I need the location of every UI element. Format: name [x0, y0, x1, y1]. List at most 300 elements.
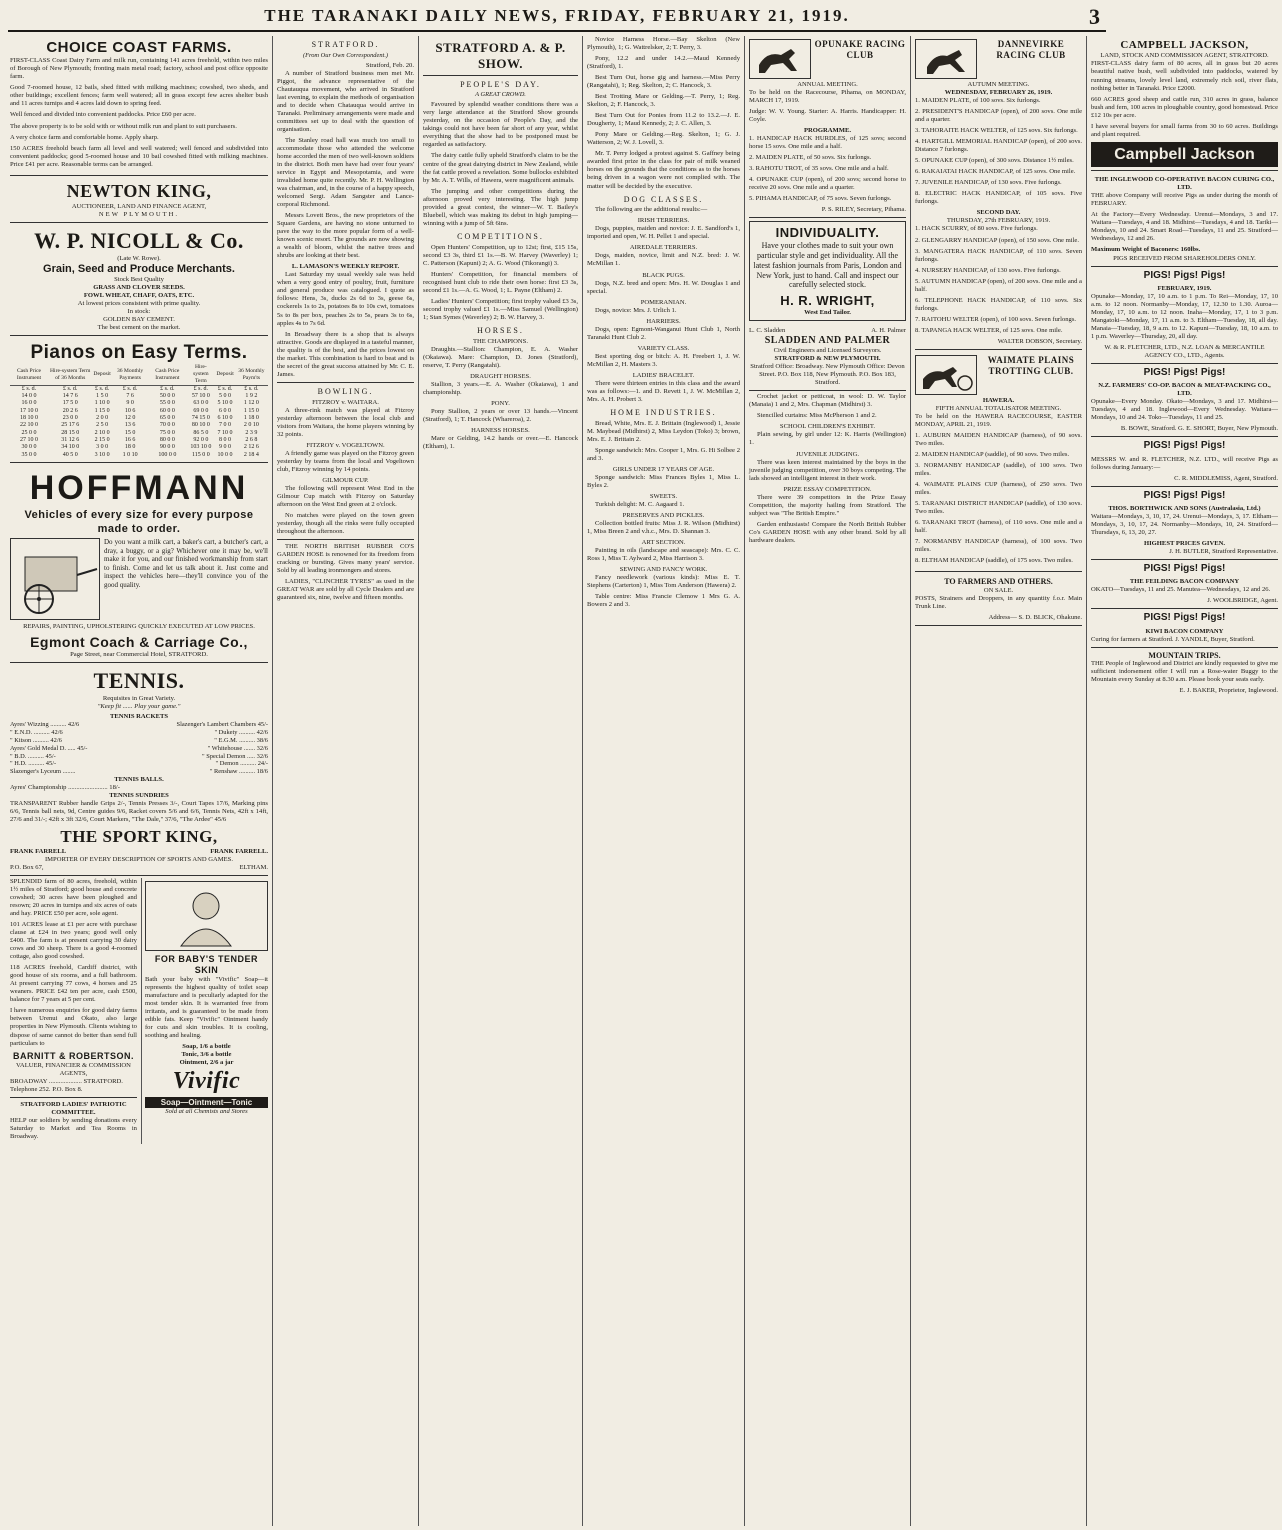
piano-cell: 92 0 0 [193, 436, 209, 443]
piano-cell: 28 15 0 [61, 429, 80, 436]
list-item: 1. MAIDEN PLATE, of 100 sovs. Six furlongs. [915, 97, 1041, 105]
list-item [10, 729, 268, 737]
harness-head: HARNESS HORSES. [471, 426, 530, 434]
newton-king-name: NEWTON KING, [66, 180, 212, 201]
piano-cell: 60 0 0 [159, 407, 175, 414]
nicoll-trade: Grain, Seed and Produce Merchants. [43, 262, 235, 275]
middlemiss: C. R. MIDDLEMISS, Agent, Stratford. [1174, 474, 1278, 482]
col3-p4: Open Hunters' Competition, up to 12st; first, £15 15s, second £3 3s, third £1 1s.—B. W. Harvey (Waverley) 1; C. Patterson (Kapuni) 2; A. G. Wood (Tikorangi) 3. [423, 243, 578, 267]
waimate-ad [915, 352, 1082, 573]
table-row [10, 452, 268, 459]
sport-king-left: FRANK FARRELL [10, 847, 67, 855]
choice-coast-p4: The above property is to be sold with or without milk run and plant to suit purchasers. [10, 122, 237, 130]
campbell-name: CAMPBELL JACKSON, [1120, 39, 1249, 51]
piano-cell: 1 10 0 [94, 400, 110, 407]
tennis-ayres: Ayres' Championship ........................ 18/- [10, 783, 120, 791]
piano-cell: 25 17 6 [61, 422, 80, 429]
sport-king-name: THE SPORT KING, [60, 827, 218, 847]
pigs-banner-6: PIGS! Pigs! Pigs! [1143, 612, 1226, 624]
col2-p9: No matches were played on the town green yesterday, though all the rinks were fully occupied throughout the afternoon. [277, 511, 414, 535]
black-pugs-head: BLACK PUGS. [642, 271, 685, 279]
opunake-ad [749, 36, 906, 218]
egmont-address: Page Street, near Commercial Hotel, STRATFORD. [70, 651, 208, 659]
individuality-title: INDIVIDUALITY. [775, 225, 880, 241]
piano-header-1: Hire-system Term of 36 Months [48, 364, 92, 385]
col4-p7: Mr. T. Perry lodged a protest against S. Gaffney being awarded first prize in the class for pair of milk weaned horses on the grounds that the conditions as to the horses being driven in a wagon were not complied with. The matter will be decided by the executive. [587, 150, 740, 190]
col4-p3: Best Turn Out, horse gig and harness.—Miss Perry (Rangatahi), 1; Reg. Skelton, 2; C. Hancock, 3. [587, 74, 740, 90]
piano-cell: 50 0 0 [159, 393, 175, 400]
pigs-banner-1: PIGS! Pigs! Pigs! [1143, 269, 1226, 281]
woolbridge: J. WOOLBRIDGE, Agent. [1207, 597, 1278, 605]
piano-cell: 2 3 9 [245, 429, 258, 436]
farm-p4: I have numerous enquiries for good dairy farms between Urenui and Okato, also large properties in New Plymouth. Clients wishing to dispose of same cannot do better than send full particulars to [10, 1007, 137, 1047]
masthead [8, 2, 1106, 32]
sladden-ad [749, 324, 906, 391]
dannevirke-second: SECOND DAY. [976, 209, 1021, 217]
list-item: 3. NORMANBY HANDICAP (saddle), of 100 sovs. Two miles. [915, 462, 1082, 478]
list-item: 5. OPUNAKE CUP (open), of 300 sovs. Distance 1½ miles. [915, 157, 1074, 165]
list-item: 5. AUTUMN HANDICAP (open), of 200 sovs. One mile and a half. [915, 277, 1082, 293]
list-item: 7. JUVENILE HANDICAP, of 130 sovs. Five furlongs. [915, 179, 1062, 187]
nicoll-lowest: At lowest prices consistent with prime quality. [77, 300, 201, 308]
piano-cell: 69 0 0 [193, 407, 209, 414]
col4-p23: Table centre: Miss Francie Clemow 1 Mrs G. A. Bowers 2 and 3. [587, 593, 740, 609]
piano-cell: 7 10 0 [217, 429, 233, 436]
bacon-max: Maximum Weight of Baconers: 160lbs. [1091, 246, 1201, 254]
pomeranian-head: POMERANIAN. [640, 298, 687, 306]
col4-p20: Collection bottled fruits: Miss J. R. Wilson (Midhirst) 1, Miss Breen 2 and v.h.c., Mrs. D. Shannan 3. [587, 520, 740, 536]
tennis-sundries: TENNIS SUNDRIES [109, 792, 169, 799]
campbell-brand: Campbell Jackson [1091, 142, 1278, 168]
tennis-keep: "Keep fit ...... Play your game." [97, 703, 181, 711]
table-row [10, 393, 268, 400]
piano-cell: 22 10 0 [20, 422, 38, 429]
piano-cell: 6 0 0 [219, 407, 232, 414]
list-item [10, 760, 268, 768]
piano-cell: 80 0 0 [159, 436, 175, 443]
nicoll-instock: In stock: [127, 308, 151, 316]
col4-p12: Dogs, novice: Mrs. J. Urlich 1. [595, 306, 677, 314]
tennis-price: Ayres' Wizzing .......... 42/6 [10, 721, 80, 729]
col5-cushion: Stencilled curtains: Miss McPherson 1 and 2. [757, 412, 877, 420]
sweets-head: SWEETS. [649, 492, 678, 500]
column-6 [911, 36, 1087, 1526]
vivific-brand: Vivific [172, 1068, 241, 1095]
choice-coast-p2: Good 7-roomed house, 12 bails, shed fitted with milking machines; cowshed, two sheds, and other buildings; excellent fences; farm well watered; all in grass except few acres shelter bush and 11 acres turnips and 4 acres laid down to spring feed. [10, 84, 268, 108]
col2-p2: The Stanley road hall was much too small to accommodate those who attended the welcome home accorded the men of two well-known soldiers in the district. Both men have had over four years' service in Egypt and Mesopotamia, and were invalided home quite recently. Mr. P. H. Wellington was chairman, and, in the course of a happy speech, welcomed Sergt. Adam Sangster and Lance-corporal Richmond. [277, 136, 414, 209]
choice-coast-p6: 150 ACRES freehold beach farm all level and well watered; well fenced and subdivided into convenient paddocks; good 5-roomed house and 10 bail cowshed fitted with milking machines. Price £41 per acre. Reasonable terms can be arranged. [10, 144, 268, 168]
mountain-text: THE People of Inglewood and District are kindly requested to give me sufficient indorsement offer I will run a Rose-water Buggy to the Mountain every Sunday at 8.30 a.m. Please book your seats early. [1091, 660, 1278, 684]
piano-cell: 5 10 0 [217, 400, 233, 407]
column-4 [583, 36, 745, 1526]
piano-cell: £ s. d. [21, 385, 37, 392]
col5-essay: There were 39 competitors in the Prize Essay Competition, the majority hailing from Stratford. The subject was "The British Empire." [749, 493, 906, 517]
list-item: 6. TARANAKI TROT (harness), of 110 sovs. One mile and a half. [915, 519, 1082, 535]
piano-cell: 14 7 6 [62, 393, 78, 400]
choice-coast-p5: A very choice farm and comfortable home. Apply sharp. [10, 133, 159, 141]
barnitt-broadway: BROADWAY .................... STRATFORD. [10, 1077, 123, 1085]
list-item: 5. PIHAMA HANDICAP, of 75 sovs. Seven furlongs. [749, 195, 892, 203]
individuality-ad [749, 221, 906, 321]
pigs-banner-5: PIGS! Pigs! Pigs! [1143, 563, 1226, 575]
waimate-title: WAIMATE PLAINS TROTTING CLUB. [987, 354, 1075, 376]
table-row [10, 444, 268, 451]
pianos-title: Pianos on Easy Terms. [30, 342, 248, 364]
bowe-short: B. BOWE, Stratford. G. E. SHORT, Buyer, New Plymouth. [1120, 425, 1278, 433]
piano-header-0: Cash Price Instrument [10, 364, 48, 385]
piano-cell: 10 0 0 [217, 451, 233, 458]
nicoll-grass: GRASS AND CLOVER SEEDS. [93, 283, 185, 291]
bowling-head: BOWLING. [317, 386, 374, 396]
list-item: 2. PRESIDENT'S HANDICAP (open), of 200 sovs. One mile and a quarter. [915, 108, 1082, 124]
piano-cell: 23 0 0 [62, 415, 78, 422]
list-item: 3. MANGATERA HACK HANDICAP, of 110 sovs. Seven furlongs. [915, 247, 1082, 263]
list-item [10, 721, 268, 729]
piano-cell: 1 18 0 [243, 415, 259, 422]
piano-cell: 86 5 0 [193, 429, 209, 436]
dannevirke-second-date: THURSDAY, 27th FEBRUARY, 1919. [946, 217, 1051, 225]
school-head: SCHOOL CHILDREN'S EXHIBIT. [779, 423, 876, 431]
preserves-head: PRESERVES AND PICKLES. [622, 512, 705, 520]
piano-cell: 15 0 [124, 429, 136, 436]
sladden-office: Stratford Office: Broadway. New Plymouth Office: Devon Street. P.O. Box 118, New Plymouth. P.O. Box 183, Stratford. [750, 363, 905, 387]
col3-p7: Draughts.—Stallion: Champion, E. A. Washer (Okaiawa). Mare: Champion, D. Jones (Stratford), reserve, T. Perry (Rangatahi). [423, 345, 578, 369]
list-item: 8. TAPANGA HACK WELTER, of 125 sovs. One mile. [915, 326, 1063, 334]
tennis-title: TENNIS. [93, 668, 185, 694]
nicoll-best: The best cement on the market. [97, 324, 181, 332]
opunake-date: To be held on the Racecourse, Pihama, on MONDAY, MARCH 17, 1919. [749, 89, 906, 105]
piano-cell: 20 2 6 [62, 407, 78, 414]
list-item: 8. ELTHAM HANDICAP (saddle), of 175 sovs. Two miles. [915, 557, 1073, 565]
bracelet-head: LADIES' BRACELET. [632, 371, 695, 379]
sladden-name: SLADDEN AND PALMER [764, 334, 891, 346]
piano-header-4: Cash Price Instrument [148, 364, 186, 385]
feb-head: FEBRUARY, 1919. [1157, 284, 1212, 292]
vivific-title: FOR BABY'S TENDER SKIN [154, 953, 259, 975]
tennis-price: " Demon .......... 24/- [215, 760, 268, 768]
piano-cell: 18 0 [124, 444, 136, 451]
piano-cell: 2 0 10 [243, 422, 259, 429]
waimate-town: HAWERA. [982, 396, 1015, 404]
piano-cell: 2 12 6 [243, 444, 259, 451]
nicoll-name: W. P. NICOLL & Co. [34, 227, 244, 253]
tennis-ad [10, 665, 268, 876]
column-2 [273, 36, 419, 1526]
piano-cell: 9 0 0 [219, 444, 232, 451]
farmers-ad [915, 574, 1082, 626]
list-item: 3. RAHOTU TROT, of 35 sovs. One mile and a half. [749, 165, 889, 173]
col4-p17: Sponge sandwich: Mrs. Cooper 1, Mrs. G. Hi Solbee 2 and 3. [587, 446, 740, 462]
pianos-ad [10, 338, 268, 463]
col2-rubber: THE NORTH BRITISH RUBBER CO'S GARDEN HOSE is renowned for its freedom from cracking or bursting. Gives many years' service. Sold by all leading ironmongers and stores. [277, 543, 414, 575]
list-item: 4. WAIMATE PLAINS CUP (harness), of 250 sovs. Two miles. [915, 481, 1082, 497]
dannevirke-items [915, 97, 1082, 206]
list-item [10, 745, 268, 753]
farmers-sub: ON SALE. [983, 587, 1014, 595]
essay-head: PRIZE ESSAY COMPETITION. [783, 485, 872, 493]
borthwick: THOS. BORTHWICK AND SONS (Australasia, Ltd.) [1108, 504, 1261, 512]
list-item: 8. ELECTRIC HACK HANDICAP, of 105 sovs. Five furlongs. [915, 190, 1082, 206]
col3-p9: Pony Stallion, 2 years or over 13 hands.—Vincent (Stratford), 1; T. Hancock (Whareroa), 2. [423, 407, 578, 423]
columns [6, 36, 1278, 1526]
col4-p1: Novice Harness Horse.—Bay Skelton (New Plymouth), 1; G. Wattrelsker, 2; T. Perry, 3. [587, 36, 740, 52]
piano-cell: 25 0 0 [21, 429, 37, 436]
sport-king-box: P.O. Box 67, [10, 863, 44, 871]
piano-cell: 63 0 0 [193, 400, 209, 407]
piano-cell: £ s. d. [122, 385, 138, 392]
piano-cell: 3 10 0 [94, 451, 110, 458]
ladies-title: STRATFORD LADIES' PATRIOTIC COMMITTEE. [20, 1100, 127, 1116]
piano-cell: 70 0 0 [159, 422, 175, 429]
tennis-rackets: TENNIS RACKETS [109, 713, 169, 721]
list-item: 2. MAIDEN PLATE, of 50 sovs. Six furlongs. [749, 154, 872, 162]
piano-cell: 17 5 0 [62, 400, 78, 407]
pigs-schedule-2: Opunake—Every Monday. Okato—Mondays, 3 and 17. Midhirst—Tuesdays, 4 and 18. Inglewood—Every Wednesday. Waitara—Mondays, 10 and 24. Toko—Tuesdays, 11 and 25. [1091, 398, 1278, 422]
sladden-left: L. C. Sladden [749, 326, 786, 334]
sewing-head: SEWING AND FANCY WORK. [619, 566, 708, 574]
vivific-price1: Soap, 1/6 a bottle [182, 1043, 231, 1051]
list-item: 4. HARTGILL MEMORIAL HANDICAP (open), of 200 sovs. Distance 7 furlongs. [915, 138, 1082, 154]
campbell-ad [1091, 36, 1278, 171]
campbell-p1: FIRST-CLASS dairy farm of 80 acres, all in grass but 20 acres beautiful native bush, well subdivided into paddocks, watered by running streams, lovely level land, extremely rich soil, river flats, nothing better in Taranaki. Price £2000. [1091, 60, 1278, 92]
col4-p16: Bread, White, Mrs. E. J. Brittain (Inglewood) 1, Jessie M. Maybead (Midhirst) 2, Miss Leydon (Toko) 3; brown, Mrs. E. J. Brittain 2. [587, 419, 740, 443]
farmers-coop: N.Z. FARMERS' CO-OP. BACON & MEAT-PACKING CO., LTD. [1098, 382, 1271, 398]
piano-cell: 1 9 2 [245, 393, 258, 400]
girls-head: GIRLS UNDER 17 YEARS OF AGE. [612, 465, 715, 473]
irish-head: IRISH TERRIERS. [637, 217, 690, 225]
fletcher-agents: W. & R. FLETCHER, LTD., N.Z. LOAN & MERCANTILE AGENCY CO., LTD., Agents. [1104, 343, 1265, 359]
wright-name: H. R. WRIGHT, [780, 293, 875, 309]
hoffmann-name: HOFFMANN [29, 468, 249, 507]
piano-cell: 65 0 0 [159, 415, 175, 422]
piano-cell: 103 10 0 [190, 444, 212, 451]
piano-header-6: Deposit [215, 364, 234, 385]
tennis-sundries-text: TRANSPARENT Rubber handle Grips 2/-, Tennis Presses 3/-, Court Tapes 17/6, Marking pins 6/6, Tennis ball nets, 9d, Centre guides 9/6, Racket covers 5/6 and 6/6, Tennis Nets, 42ft x 14ft, 27/6 and 31/-; 42ft x 3ft 32/6, Court Markers, "The Dale," 37/6, "The Ardee" 45/6 [10, 800, 268, 824]
piano-cell: 1 0 10 [122, 451, 138, 458]
piano-cell: £ s. d. [94, 385, 110, 392]
campbell-sub: LAND, STOCK AND COMMISSION AGENT, STRATFORD. [1100, 52, 1269, 60]
vivific-price2: Tonic, 3/6 a bottle [181, 1051, 232, 1059]
nicoll-stock: Stock Best Quality [114, 275, 164, 283]
bacon-text: THE above Company will receive Pigs as under during the month of FEBRUARY. [1091, 192, 1278, 208]
choice-coast-p3: Well fenced and divided into convenient paddocks. Price £60 per acre. [10, 111, 196, 119]
pigs-schedule-1: Opunake—Monday, 17, 10 a.m. to 1 p.m. To Rei—Monday, 17, 10 a.m. to 12 noon. Normanby—Monday, 17, 12.30 to 1.30. Auroa—Monday, 17, 10 a.m. to 12 noon. Inaha—Monday, 17, 1 to 3 p.m. Mangatoki—Monday, 17, 11 a.m. to 3. Eltham—Tuesday, 18, all day. Manaia—Tuesday, 18, 9 a.m. to 12. Kapuni—Tuesday, 18, 10 a.m. to 1 p.m. Waverley—Thursday, 20, all day. [1091, 292, 1278, 340]
feilding: THE FEILDING BACON COMPANY [1129, 578, 1240, 586]
col2-p1: A number of Stratford business men met Mr. Piggot, the advance representative of the Chautauqua movement, who arrived in Stratford last evening, to explain the methods of organisation and to decide when Chatauqua would arrive in Taranaki. Preliminary arrangements were made and committees set up to deal with the question of organisation. [277, 69, 414, 133]
opunake-title: OPUNAKE RACING CLUB [814, 39, 906, 60]
sladden-right: A. H. Palmer [871, 326, 906, 334]
tennis-items [10, 721, 268, 776]
newton-king-ad [10, 178, 268, 223]
piano-cell: 7 6 [126, 393, 134, 400]
piano-cell: 27 10 0 [20, 436, 38, 443]
hoffmann-ad [10, 465, 268, 663]
col4-p15: There were thirteen entries in this class and the award was as follows:—1. and D. Revett 1, J. W. McMillan 2, Mrs. A. H. Probert 3. [587, 379, 740, 403]
table-row [10, 415, 268, 422]
farmers-text: POSTS, Strainers and Droppers, in any quantity f.o.r. Main Trunk Line. [915, 595, 1082, 611]
piano-cell: 35 0 0 [21, 451, 37, 458]
nicoll-late: (Late W. Rowe). [117, 254, 161, 262]
baker: E. J. BAKER, Proprietor, Inglewood. [1179, 687, 1278, 695]
piano-cell: 17 10 0 [20, 407, 38, 414]
col4-p10: Dogs, maiden, novice, limit and N.Z. bred: J. W. McMillan 1. [587, 252, 740, 268]
sladden-role: Civil Engineers and Licensed Surveyors. [773, 347, 882, 355]
opunake-officials: Judge: W. V. Young. Starter: A. Harris. Handicapper: H. Coyle. [749, 108, 906, 124]
tennis-price: " E.G.M. .......... 38/6 [214, 736, 268, 744]
wright-sub: West End Tailor. [804, 308, 851, 316]
list-item: 7. NORMANBY HANDICAP (harness), of 100 sovs. Two miles. [915, 538, 1082, 554]
piano-cell: 12 0 [124, 415, 136, 422]
dannevirke-items2 [915, 225, 1082, 334]
campbell-p3: I have several buyers for small farms from 30 to 60 acres. Buildings and plant required. [1091, 122, 1278, 138]
list-item: 1. HANDICAP HACK HURDLES, of 125 sovs; second horse 15 sovs. One mile and a half. [749, 135, 906, 151]
stratford-date: Stratford, Feb. 20. [365, 61, 414, 69]
farm-p1: SPLENDID farm of 80 acres, freehold, within 1½ miles of Stratford; good house and concrete cowshed; 30 acres have been ploughed and resown; 20 acres in turnips and six acres of oats and hay. PRICE £50 per acre, sole agent. [10, 877, 137, 918]
opunake-prog: PROGRAMME. [803, 127, 852, 135]
piano-header-5: Hire-system Term [186, 364, 215, 385]
masthead-title: THE TARANAKI DAILY NEWS, FRIDAY, FEBRUARY 21, 1919. [264, 6, 850, 25]
col3-p8: Stallion, 3 years.—E. A. Washer (Okaiawa), 1 and championship. [423, 380, 578, 396]
nicoll-ad [10, 225, 268, 336]
col4-p5: Best Turn Out for Ponies from 11.2 to 13.2.—J. E. Dougherty, 1; Maud Kennedy, 2; J. C. Allen, 3. [587, 112, 740, 128]
col2-p3: Messrs Lovett Bros., the new proprietors of the Square Gardens, are having no stone unturned to pave the way to the more popular form of a well-known scenic resort. The grounds are now showing a wealth of bloom, whilst the native trees and shrubs are looking at their best. [277, 212, 414, 260]
column-1 [6, 36, 273, 1526]
bacon-title: THE INGLEWOOD CO-OPERATIVE BACON CURING CO., LTD. [1094, 176, 1275, 192]
farmers-title: TO FARMERS AND OTHERS. [944, 577, 1053, 587]
tennis-price: " B.D. .......... 45/- [10, 752, 56, 760]
piano-cell: 1 15 0 [94, 407, 110, 414]
ladies-text: HELP our soldiers by sending donations every Saturday to Market and Tea Rooms in Broadway. [10, 1116, 137, 1140]
table-row [10, 400, 268, 407]
col3-p10: Mare or Gelding, 14.2 hands or over.—E. Hancock (Eltham), 1. [423, 434, 578, 450]
col4-p22: Fancy needlework (various kinds): Miss E. T. Stephens (Carterton) 1, Miss Tom Anderson (Hawera) 2. [587, 574, 740, 590]
col4-p9: Dogs, puppies, maiden and novice: J. E. Sandford's 1, imported and open, W. H. Pellet 1 and special. [587, 225, 740, 241]
piano-cell: 55 0 0 [159, 400, 175, 407]
okato: OKATO—Tuesdays, 11 and 25. Manutea—Wednesdays, 12 and 26. [1091, 586, 1271, 594]
newton-king-line1: AUCTIONEER, LAND AND FINANCE AGENT, [71, 202, 207, 210]
tennis-price: " Whitehouse ....... 32/6 [207, 744, 268, 752]
page-number: 3 [1089, 4, 1100, 29]
table-row [10, 430, 268, 437]
dannevirke-meeting: AUTUMN MEETING. [967, 81, 1030, 88]
list-item: 5. TARANAKI DISTRICT HANDICAP (saddle), of 130 sovs. Two miles. [915, 500, 1082, 516]
fitzroy-waitara-head: FITZROY v. WAITARA. [312, 398, 379, 406]
art-head: ART SECTION. [641, 539, 686, 547]
tennis-price: Slazenger's Lyceum ........ [10, 768, 76, 776]
kiwi: KIWI BACON COMPANY [1145, 627, 1224, 635]
barnitt-line: VALUER, FINANCIER & COMMISSION AGENTS, [16, 1061, 131, 1077]
stratford-head: STRATFORD. [311, 40, 380, 49]
piano-cell: 16 6 [124, 436, 136, 443]
kiwi-text: Curing for farmers at Stratford. J. YANDLE, Buyer, Stratford. [1091, 635, 1255, 643]
variety-head: VARIETY CLASS. [637, 344, 690, 352]
piano-cell: 2 18 4 [243, 451, 259, 458]
sport-king-importer: IMPORTER OF EVERY DESCRIPTION OF SPORTS AND GAMES. [44, 855, 233, 863]
col5-juv: There was keen interest maintained by the boys in the juvenile judging competition, over 30 boys competing. The lads showed an intelligent interest in their work. [749, 458, 906, 482]
col4-p13: Dogs, open: Egmont-Wanganui Hunt Club 1, North Taranaki Hunt Club 2. [587, 325, 740, 341]
horse-racing-icon [915, 39, 977, 79]
column-5 [745, 36, 911, 1526]
fitzroy-vogeltown-head: FITZROY v. VOGELTOWN. [306, 441, 385, 449]
col4-p14: Best sporting dog or bitch: A. H. Freebert 1, J. W. McMillan 2, H. Masters 3. [587, 352, 740, 368]
piano-cell: 18 10 0 [20, 415, 38, 422]
competitions-head: COMPETITIONS. [457, 231, 544, 241]
egmont-name: Egmont Coach & Carriage Co., [30, 634, 248, 651]
piano-cell: 8 0 0 [219, 436, 232, 443]
choice-coast-title: CHOICE COAST FARMS. [46, 39, 232, 56]
col4-p8: The following are the additional results:— [595, 206, 708, 214]
tennis-price: " Kitson .......... 42/6 [10, 736, 62, 744]
horse-racing-icon [749, 39, 811, 79]
pigs-banner-3: PIGS! Pigs! Pigs! [1143, 440, 1226, 452]
piano-cell: £ s. d. [193, 385, 209, 392]
col2-p7: A friendly game was played on the Fitzroy green yesterday by teams from the local and Vogeltown club, Fitzroy winning by 14 points. [277, 449, 414, 473]
list-item: 4. NURSERY HANDICAP, of 130 sovs. Five furlongs. [915, 266, 1061, 274]
col3-p3: The jumping and other competitions during the afternoon proved very interesting. The high jump provided a great contest, the winner—W. T. Bailey's Bluebell, which was making its debut in high jumping—winning with a jump of 5ft 6ins. [423, 187, 578, 227]
piano-cell: 2 0 0 [96, 415, 109, 422]
piano-cell: 9 0 [126, 400, 134, 407]
piano-cell: £ s. d. [160, 385, 175, 392]
list-item [10, 737, 268, 745]
opunake-secretary: P. S. RILEY, Secretary, Pihama. [821, 206, 906, 214]
piano-cell: £ s. d. [63, 385, 78, 392]
waimate-meeting: FIFTH ANNUAL TOTALISATOR MEETING. [935, 404, 1062, 412]
col4-p11: Dogs, N.Z. bred and open: Mrs. H. W. Douglas 1 and special. [587, 279, 740, 295]
piano-cell: 7 0 0 [219, 422, 232, 429]
champions-head: THE CHAMPIONS. [473, 337, 528, 345]
pianos-table [10, 364, 268, 459]
waimate-date: To be held on the HAWERA RACECOURSE, EASTER MONDAY, APRIL 21, 1919. [915, 412, 1082, 428]
col4-p19: Turkish delight: M. C. Aagaard 1. [595, 501, 685, 508]
sladden-town: STRATFORD & NEW PLYMOUTH. [774, 355, 881, 363]
tennis-price: " E.N.D. .......... 42/6 [10, 729, 63, 737]
list-item: 2. GLENGARRY HANDICAP (open), of 150 sovs. One mile. [915, 236, 1079, 244]
piano-header-7: 36 Monthly Paym'ts [235, 364, 268, 385]
col4-p2: Pony, 12.2 and under 14.2.—Maud Kennedy (Stratford), 1. [587, 55, 740, 71]
juvenile-head: JUVENILE JUDGING. [796, 450, 859, 458]
pony-head: PONY. [491, 399, 510, 407]
baby-illustration [145, 881, 268, 951]
tennis-sub: Requisites in Great Variety. [102, 695, 176, 703]
piano-cell: 2 5 0 [96, 422, 109, 429]
piano-header-2: Deposit [92, 364, 111, 385]
list-item: 1. AUBURN MAIDEN HANDICAP (harness), of 90 sovs. Two miles. [915, 431, 1082, 447]
table-row [10, 385, 268, 393]
piano-cell: 57 10 0 [191, 393, 210, 400]
show-title: STRATFORD A. & P. SHOW. [435, 40, 566, 71]
sport-king-town: ELTHAM. [239, 863, 268, 871]
dannevirke-title: DANNEVIRKE RACING CLUB [996, 39, 1066, 60]
gilmour-head: GILMOUR CUP. [322, 476, 369, 484]
bacon-ad [1091, 173, 1278, 266]
horses-head: HORSES. [477, 325, 524, 335]
piano-cell: 100 0 0 [158, 451, 177, 458]
tennis-price: Ayres' Gold Medal D. ..... 45/- [10, 744, 88, 752]
col4-p18: Sponge sandwich: Miss Frances Byles 1, Miss L. Byles 2. [587, 473, 740, 489]
column-3 [419, 36, 583, 1526]
barnitt-phone: Telephone 252. P.O. Box 8. [10, 1085, 83, 1093]
col5-crochet: Crochet jacket or petticoat, in wool: D. W. Taylor (Manaia) 1 and 2, Mrs. Chapman (Midhirst) 3. [749, 393, 906, 409]
home-industries-head: HOME INDUSTRIES. [610, 407, 717, 417]
col3-p1: Favoured by splendid weather conditions there was a very large attendance at the Stratford Show grounds yesterday, on the occasion of People's Day, and the takings could not have been far short of any year, whilst everything that the show had to be postponed must be regarded as satisfactory. [423, 101, 578, 149]
airedale-head: AIREDALE TERRIERS. [629, 244, 698, 252]
vivific-body: Bath your baby with "Vivific" Soap—it represents the highest quality of toilet soap manufacture and is peculiarly adapted for the most tender skin. It is warranted free from irritants, and is guaranteed to be made from edible fats. Keep "Vivific" Ointment handy for cuts and skin troubles. It is cooling, soothing and healing. [144, 975, 268, 1040]
list-item: 1. HACK SCURRY, of 80 sovs. Five furlongs. [915, 225, 1038, 233]
list-item: 6. TELEPHONE HACK HANDICAP, of 110 sovs. Six furlongs. [915, 296, 1082, 312]
piano-cell: 115 0 0 [191, 451, 210, 458]
piano-cell: 34 10 0 [61, 444, 80, 451]
col2-ladies: LADIES, "CLINCHER TYRES" as used in the GREAT WAR are sold by all Cycle Dealers and are guaranteed six, nine, twelve and fifteen months. [277, 578, 414, 602]
